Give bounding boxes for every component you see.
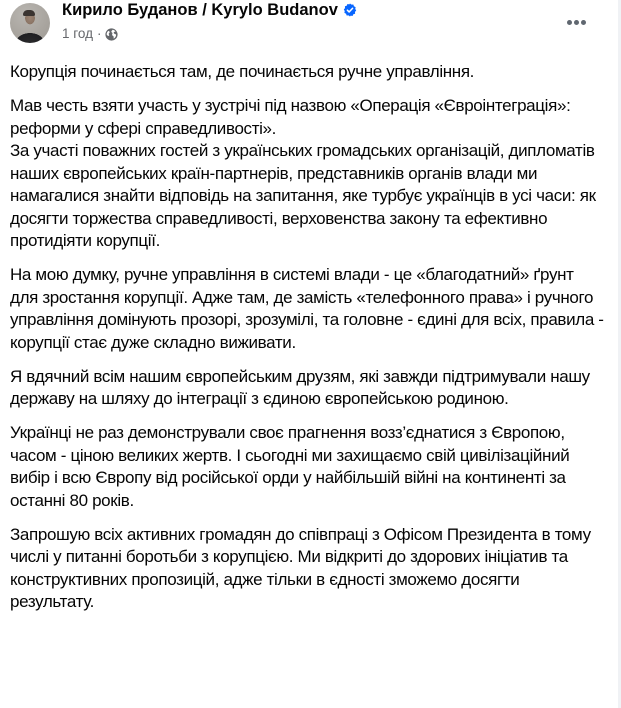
author-avatar[interactable] (10, 3, 50, 43)
ellipsis-dot-icon (567, 20, 572, 25)
post-paragraph: За участі поважних гостей з українських громадських організацій, дипломатів наших європейських країн-партнерів, представників органів влади ми намагалися знайти відповідь на запитання, яке турбує українців в усі часи: як досягти торжества справедливості, верховенства закону та ефективно протидіяти корупції. (10, 141, 596, 250)
post-paragraph: Мав честь взяти участь у зустрічі під назвою «Операція «Євроінтеграція»: реформи у сфері справедливості». (10, 96, 571, 138)
post-body (0, 56, 618, 614)
author-row (62, 0, 357, 20)
post-paragraph: Корупція починається там, де починається ручне управління. (10, 62, 475, 81)
post-paragraph: Запрошую всіх активних громадян до співпраці з Офісом Президента в тому числі у питанні боротьби з корупцією. Ми відкриті до здорових ініціатив та конструктивних пропозицій, адже тільки в єдності зможемо досягти результату. (10, 524, 591, 611)
post-subtitle (62, 26, 357, 42)
post-paragraph: Я вдячний всім нашим європейським друзям, які завжди підтримували нашу державу на шляху до інтеграції з єдиною європейською родиною. (10, 366, 590, 408)
post-header (0, 0, 618, 56)
post-timestamp-link[interactable]: 1 год (62, 26, 93, 41)
post-paragraph: На мою думку, ручне управління в системі влади - це «благодатний» ґрунт для зростання корупції. Адже там, де замість «телефонного права» і ручного управління домінують прозорі, зрозумілі, та головне - єдині для всіх, правила - корупції стає дуже складно виживати. (10, 265, 604, 352)
verified-badge-icon (343, 3, 357, 17)
more-options-button[interactable] (560, 12, 592, 32)
ellipsis-dot-icon (581, 20, 586, 25)
ellipsis-dot-icon (574, 20, 579, 25)
globe-icon[interactable] (105, 28, 118, 41)
meta-separator: · (96, 26, 102, 41)
author-name-link[interactable]: Кирило Буданов / Kyrylo Budanov (62, 1, 338, 19)
post-meta (62, 0, 357, 42)
post-paragraph: Українці не раз демонстрували своє прагнення возз’єднатися з Європою, часом - ціною великих жертв. І сьогодні ми захищаємо свій цивілізаційний вибір і всю Європу від російської орди у найбільшій війні на континенті за останні 80 років. (10, 423, 570, 510)
